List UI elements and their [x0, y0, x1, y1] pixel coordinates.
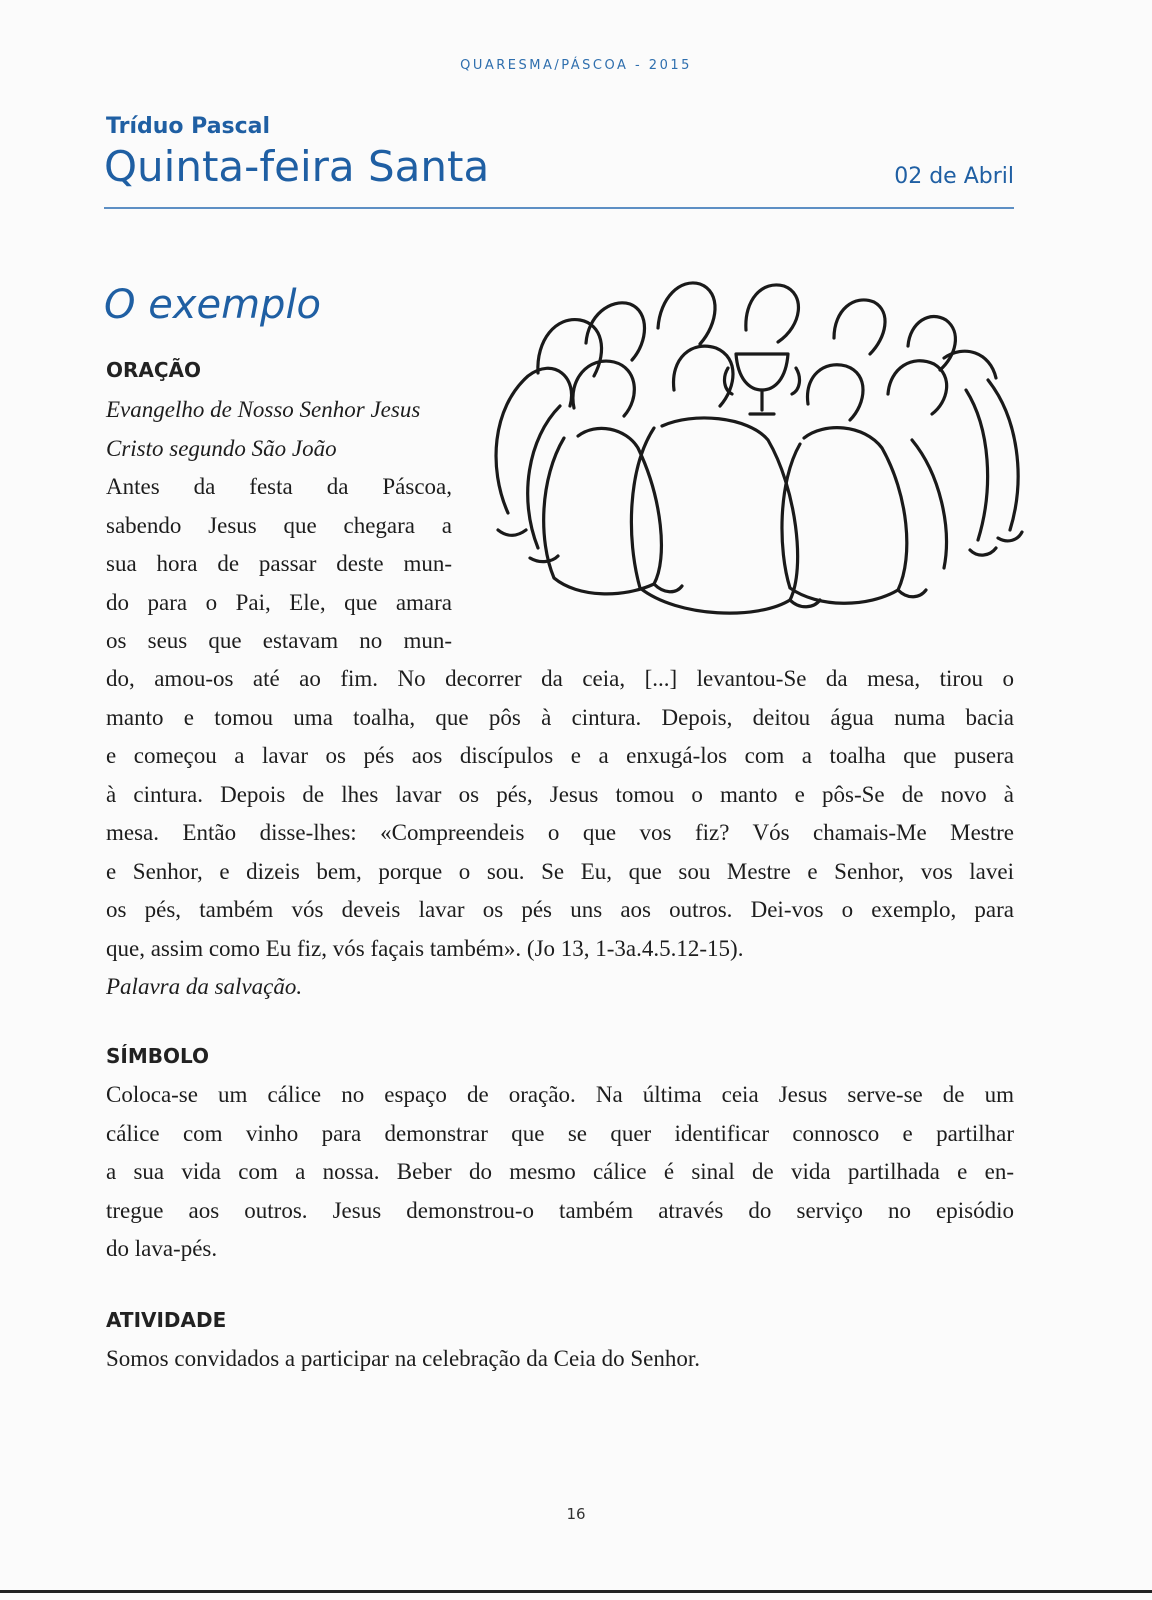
- subtitle: O exemplo: [104, 282, 322, 328]
- text-line: manto e tomou uma toalha, que pôs à cintura. Depois, deitou água numa bacia: [106, 704, 1014, 730]
- text-line: que, assim como Eu fiz, vós façais também». (Jo 13, 1-3a.4.5.12-15).: [106, 935, 744, 961]
- front-figures: [544, 346, 947, 613]
- page-title: Quinta-feira Santa: [104, 142, 490, 191]
- text-line: mesa. Então disse-lhes: «Compreendeis o que vos fiz? Vós chamais-Me Mestre: [106, 820, 1014, 845]
- atividade-heading: ATIVIDADE: [106, 1308, 227, 1332]
- text-line: cálice com vinho para demonstrar que se quer identificar connosco e partilhar: [106, 1120, 1014, 1146]
- back-figures: [538, 283, 996, 378]
- text-line: do para o Pai, Ele, que amara: [106, 589, 452, 615]
- text-line: Coloca-se um cálice no espaço de oração. Na última ceia Jesus serve-se de um: [106, 1082, 1014, 1107]
- text-line: a sua vida com a nossa. Beber do mesmo cálice é sinal de vida partilhada e en-: [106, 1159, 1014, 1184]
- gospel-line: Evangelho de Nosso Senhor Jesus: [106, 397, 421, 422]
- gospel-text-narrow: [106, 468, 452, 661]
- text-line: do, amou-os até ao fim. No decorrer da ceia, [...] levantou-Se da mesa, tirou o: [106, 666, 1014, 691]
- simbolo-heading: SÍMBOLO: [106, 1044, 210, 1068]
- header-divider: [104, 207, 1014, 209]
- date-label: 02 de Abril: [894, 164, 1014, 189]
- text-line: sabendo Jesus que chegara a: [106, 512, 452, 538]
- simbolo-text: [106, 1076, 1014, 1269]
- text-line: do lava-pés.: [106, 1236, 218, 1261]
- text-line: Antes da festa da Páscoa,: [106, 474, 452, 499]
- gospel-line: Cristo segundo São João: [106, 435, 337, 461]
- text-line: à cintura. Depois de lhes lavar os pés, Jesus tomou o manto e pôs-Se de novo à: [106, 781, 1014, 807]
- closing-acclamation: Palavra da salvação.: [106, 974, 303, 999]
- chalice-icon: [725, 354, 800, 414]
- last-supper-illustration: [478, 268, 1038, 650]
- text-line: sua hora de passar deste mun-: [106, 551, 452, 576]
- gospel-attribution: [106, 391, 452, 468]
- text-line: tregue aos outros. Jesus demonstrou-o também através do serviço no episódio: [106, 1197, 1014, 1223]
- text-line: os pés, também vós deveis lavar os pés uns aos outros. Dei-vos o exemplo, para: [106, 897, 1014, 922]
- text-line: e Senhor, e dizeis bem, porque o sou. Se Eu, que sou Mestre e Senhor, vos lavei: [106, 858, 1014, 884]
- gospel-text-wide: [106, 660, 1014, 1007]
- text-line: e começou a lavar os pés aos discípulos e a enxugá-los com a toalha que pusera: [106, 743, 1014, 768]
- series-header: QUARESMA/PÁSCOA - 2015: [460, 58, 692, 73]
- oracao-heading: ORAÇÃO: [106, 358, 202, 382]
- atividade-text: Somos convidados a participar na celebração da Ceia do Senhor.: [106, 1346, 700, 1371]
- text-line: os seus que estavam no mun-: [106, 628, 452, 653]
- section-title: Tríduo Pascal: [106, 114, 271, 139]
- page-number: 16: [566, 1505, 586, 1523]
- scan-edge-line: [0, 1590, 1152, 1593]
